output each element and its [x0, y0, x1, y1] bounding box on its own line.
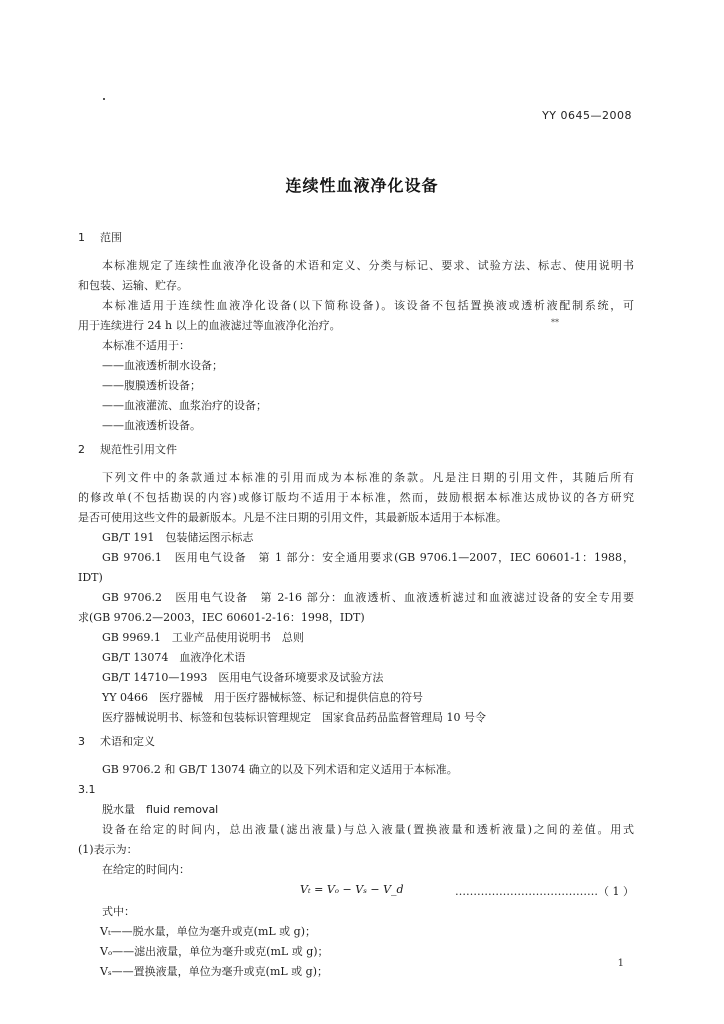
reference-item: GB/T 13074 血液净化术语 — [102, 651, 246, 664]
reference-item: GB 9706.1 医用电气设备 第 1 部分：安全通用要求(GB 9706.1—2007，IEC 60601-1：1988， — [102, 551, 634, 564]
section-number: 3 — [78, 735, 85, 748]
formula-row — [78, 880, 634, 902]
paragraph-line: 用于连续进行 24 h 以上的血液滤过等血液净化治疗。 — [78, 319, 341, 332]
paragraph-line: 本标准规定了连续性血液净化设备的术语和定义、分类与标记、要求、试验方法、标志、使用说明书 — [102, 259, 634, 272]
paragraph-line: 设备在给定的时间内，总出液量(滤出液量)与总入液量(置换液量和透析液量)之间的差值。用式 — [102, 823, 634, 836]
paragraph-line: 式中： — [102, 905, 135, 918]
reference-item: YY 0466 医疗器械 用于医疗器械标签、标记和提供信息的符号 — [102, 691, 424, 704]
paragraph-line: (1)表示为： — [78, 843, 138, 856]
section-title: 规范性引用文件 — [100, 443, 177, 456]
section-title: 范围 — [100, 231, 122, 244]
formula-expression: Vₜ = Vₒ − Vₛ − V_d — [300, 883, 404, 896]
section-heading — [78, 732, 634, 752]
reference-item: GB/T 191 包装储运图示标志 — [102, 531, 254, 544]
document-body — [78, 228, 634, 982]
paragraph-line: 和包装、运输、贮存。 — [78, 279, 188, 292]
formula-number: …………………………………（ 1 ） — [455, 885, 634, 898]
variable-definition: Vₒ——滤出液量，单位为毫升或克(mL 或 g)； — [100, 945, 329, 958]
term-title: 脱水量 fluid removal — [102, 803, 219, 816]
stray-mark: ** — [551, 318, 559, 327]
section-heading — [78, 228, 634, 248]
list-item: ——血液透析设备。 — [102, 419, 201, 432]
list-item: ——血液透析制水设备； — [102, 359, 223, 372]
reference-item: 医疗器械说明书、标签和包装标识管理规定 国家食品药品监督管理局 10 号令 — [102, 711, 486, 724]
reference-item: IDT) — [78, 571, 103, 584]
section-heading — [78, 440, 634, 460]
section-number: 2 — [78, 443, 85, 456]
paragraph-line: 是否可使用这些文件的最新版本。凡是不注日期的引用文件，其最新版本适用于本标准。 — [78, 511, 507, 524]
paragraph-line: 本标准适用于连续性血液净化设备(以下简称设备)。该设备不包括置换液或透析液配制系统，可 — [102, 299, 634, 312]
variable-definition: Vₛ——置换液量，单位为毫升或克(mL 或 g)； — [100, 965, 329, 978]
list-item: ——血液灌流、血浆治疗的设备； — [102, 399, 267, 412]
reference-item: GB/T 14710—1993 医用电气设备环境要求及试验方法 — [102, 671, 384, 684]
list-item: ——腹膜透析设备； — [102, 379, 201, 392]
paragraph-line: GB 9706.2 和 GB/T 13074 确立的以及下列术语和定义适用于本标准。 — [102, 763, 458, 776]
paragraph-line: 本标准不适用于： — [102, 339, 190, 352]
standard-number: YY 0645—2008 — [542, 109, 632, 122]
paragraph-line: 的修改单(不包括勘误的内容)或修订版均不适用于本标准，然而，鼓励根据本标准达成协议的各方研究 — [78, 491, 634, 504]
paragraph-line: 下列文件中的条款通过本标准的引用而成为本标准的条款。凡是注日期的引用文件，其随后所有 — [102, 471, 634, 484]
document-title: 连续性血液净化设备 — [285, 176, 439, 195]
section-number: 1 — [78, 231, 85, 244]
section-title: 术语和定义 — [100, 735, 155, 748]
clause-number: 3.1 — [78, 783, 96, 796]
paragraph-line: 在给定的时间内： — [102, 863, 190, 876]
reference-item: GB 9969.1 工业产品使用说明书 总则 — [102, 631, 304, 644]
reference-item: GB 9706.2 医用电气设备 第 2-16 部分：血液透析、血液透析滤过和血液滤过设备的安全专用要 — [102, 591, 634, 604]
variable-definition: Vₜ——脱水量，单位为毫升或克(mL 或 g)； — [100, 925, 317, 938]
reference-item: 求(GB 9706.2—2003，IEC 60601-2-16：1998，IDT) — [78, 611, 365, 624]
page-number: 1 — [617, 958, 624, 969]
speck-mark — [103, 98, 105, 100]
